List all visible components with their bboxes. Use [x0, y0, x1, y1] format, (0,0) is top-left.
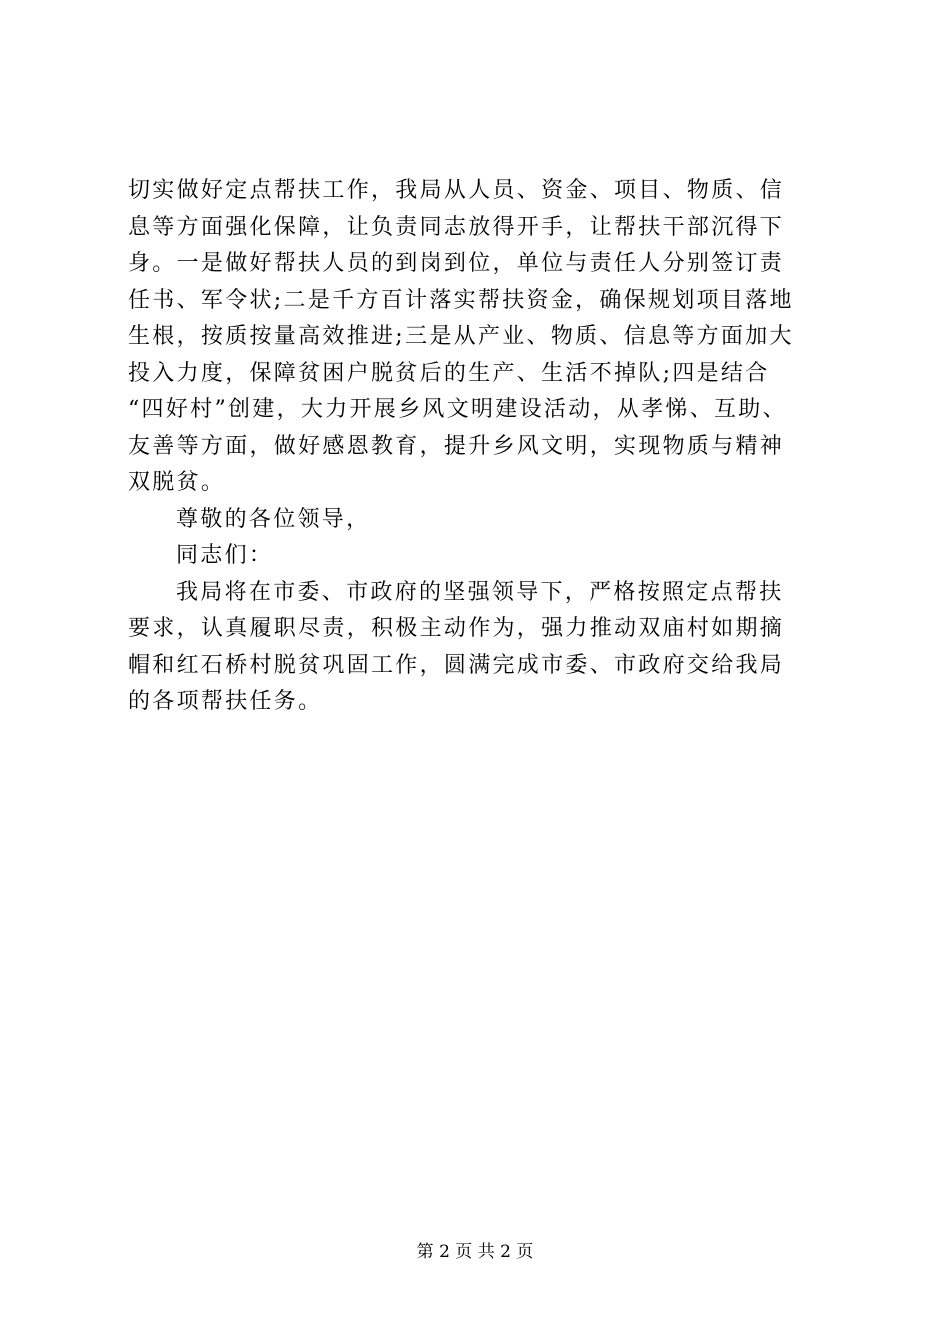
document-body	[128, 173, 828, 721]
body-line: 息等方面强化保障，让负责同志放得开手，让帮扶干部沉得下	[128, 214, 785, 240]
body-line: 要求，认真履职尽责，积极主动作为，强力推动双庙村如期摘	[128, 616, 785, 641]
salutation-line: 同志们：	[176, 543, 274, 568]
salutation-line: 尊敬的各位领导，	[176, 506, 371, 532]
body-line: “四好村”创建，大力开展乡风文明建设活动，从孝悌、互助、	[128, 397, 787, 422]
body-line: 友善等方面，做好感恩教育，提升乡风文明，实现物质与精神	[128, 433, 785, 459]
body-line: 帽和红石桥村脱贫巩固工作，圆满完成市委、市政府交给我局	[128, 652, 785, 678]
body-line: 投入力度，保障贫困户脱贫后的生产、生活不掉队;四是结合	[128, 360, 770, 386]
body-line: 双脱贫。	[128, 470, 226, 495]
body-line: 身。一是做好帮扶人员的到岗到位，单位与责任人分别签订责	[128, 251, 785, 276]
body-line: 任书、军令状;二是千方百计落实帮扶资金，确保规划项目落地	[128, 287, 794, 313]
body-line: 我局将在市委、市政府的坚强领导下，严格按照定点帮扶	[176, 579, 784, 605]
body-line: 的各项帮扶任务。	[128, 689, 323, 714]
page-number-footer: 第 2 页 共 2 页	[416, 1242, 534, 1262]
body-line: 生根，按质按量高效推进;三是从产业、物质、信息等方面加大	[128, 324, 794, 349]
body-line: 切实做好定点帮扶工作，我局从人员、资金、项目、物质、信	[128, 178, 785, 203]
